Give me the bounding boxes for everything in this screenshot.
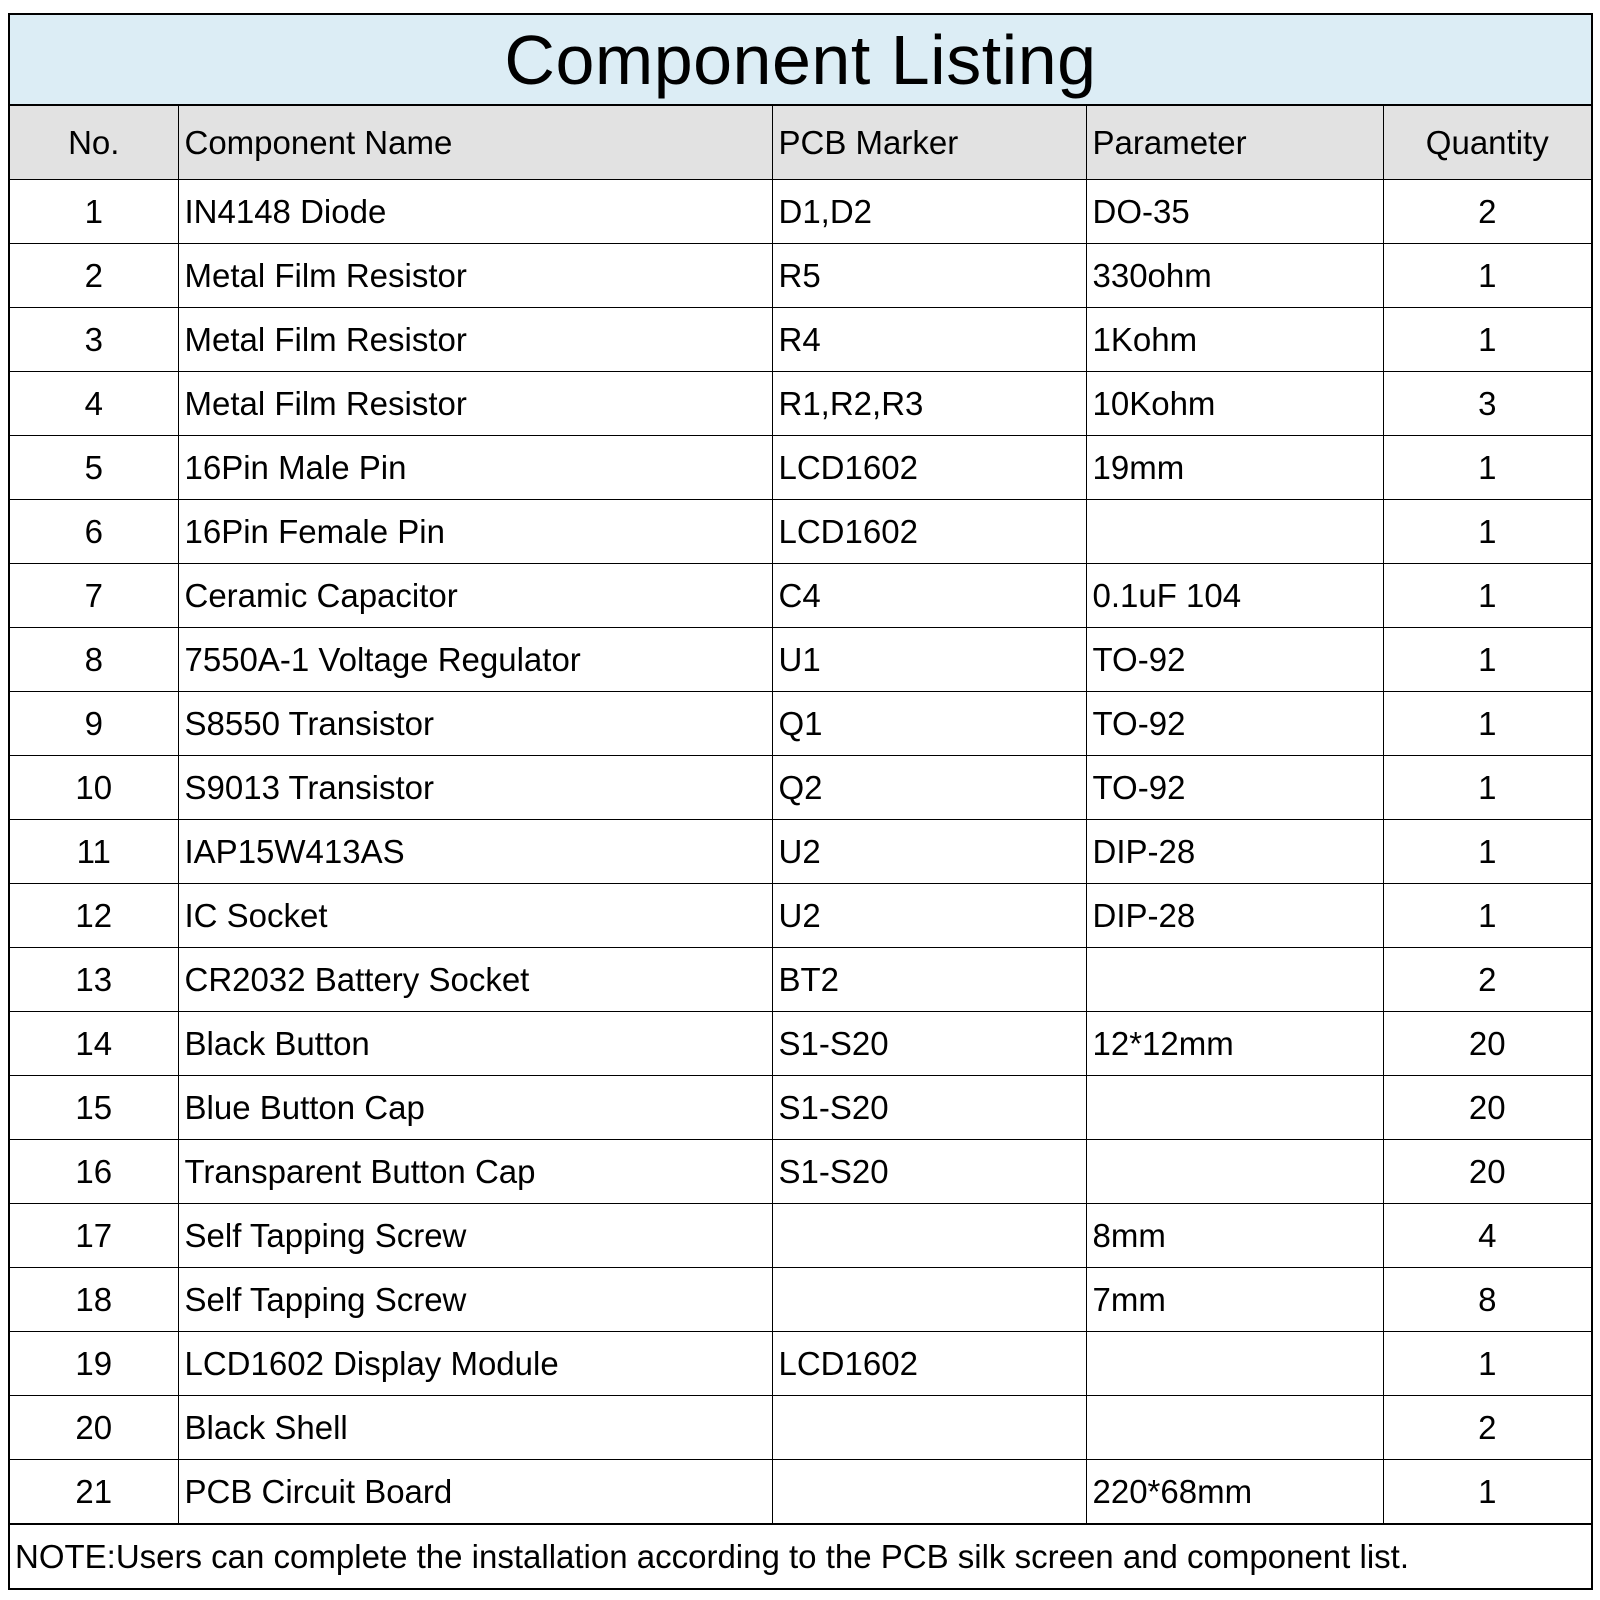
- cell-quantity: 1: [1383, 756, 1591, 820]
- cell-quantity: 2: [1383, 948, 1591, 1012]
- table-row: [10, 1204, 1591, 1268]
- cell-pcb-marker: U2: [772, 820, 1086, 884]
- cell-no: 9: [10, 692, 178, 756]
- cell-no: 17: [10, 1204, 178, 1268]
- cell-parameter: [1086, 1396, 1383, 1460]
- table-row: [10, 564, 1591, 628]
- cell-no: 11: [10, 820, 178, 884]
- cell-pcb-marker: Q1: [772, 692, 1086, 756]
- cell-quantity: 1: [1383, 884, 1591, 948]
- cell-parameter: [1086, 1076, 1383, 1140]
- cell-no: 2: [10, 244, 178, 308]
- cell-parameter: 8mm: [1086, 1204, 1383, 1268]
- header-quantity: Quantity: [1383, 106, 1591, 180]
- cell-parameter: 12*12mm: [1086, 1012, 1383, 1076]
- cell-pcb-marker: U1: [772, 628, 1086, 692]
- table-row: [10, 692, 1591, 756]
- cell-pcb-marker: LCD1602: [772, 436, 1086, 500]
- cell-no: 1: [10, 180, 178, 244]
- table-header-row: [10, 106, 1591, 180]
- cell-parameter: 7mm: [1086, 1268, 1383, 1332]
- cell-pcb-marker: R5: [772, 244, 1086, 308]
- cell-parameter: 220*68mm: [1086, 1460, 1383, 1524]
- cell-quantity: 1: [1383, 628, 1591, 692]
- cell-pcb-marker: S1-S20: [772, 1012, 1086, 1076]
- cell-quantity: 1: [1383, 692, 1591, 756]
- cell-quantity: 1: [1383, 244, 1591, 308]
- table-row: [10, 756, 1591, 820]
- cell-pcb-marker: [772, 1396, 1086, 1460]
- cell-parameter: [1086, 1140, 1383, 1204]
- cell-quantity: 1: [1383, 1332, 1591, 1396]
- cell-quantity: 20: [1383, 1076, 1591, 1140]
- cell-parameter: 19mm: [1086, 436, 1383, 500]
- cell-no: 14: [10, 1012, 178, 1076]
- table-body: [10, 180, 1591, 1524]
- cell-quantity: 2: [1383, 180, 1591, 244]
- cell-component-name: IAP15W413AS: [178, 820, 772, 884]
- cell-pcb-marker: S1-S20: [772, 1140, 1086, 1204]
- cell-component-name: CR2032 Battery Socket: [178, 948, 772, 1012]
- cell-parameter: 1Kohm: [1086, 308, 1383, 372]
- cell-pcb-marker: U2: [772, 884, 1086, 948]
- cell-parameter: [1086, 1332, 1383, 1396]
- cell-no: 18: [10, 1268, 178, 1332]
- cell-no: 19: [10, 1332, 178, 1396]
- cell-quantity: 1: [1383, 564, 1591, 628]
- cell-no: 8: [10, 628, 178, 692]
- table-row: [10, 1012, 1591, 1076]
- table-row: [10, 436, 1591, 500]
- cell-component-name: S9013 Transistor: [178, 756, 772, 820]
- cell-pcb-marker: S1-S20: [772, 1076, 1086, 1140]
- cell-quantity: 20: [1383, 1140, 1591, 1204]
- table-row: [10, 1396, 1591, 1460]
- cell-no: 6: [10, 500, 178, 564]
- cell-quantity: 1: [1383, 820, 1591, 884]
- cell-pcb-marker: D1,D2: [772, 180, 1086, 244]
- table-row: [10, 884, 1591, 948]
- cell-quantity: 1: [1383, 500, 1591, 564]
- cell-no: 13: [10, 948, 178, 1012]
- header-component-name: Component Name: [178, 106, 772, 180]
- cell-parameter: [1086, 948, 1383, 1012]
- cell-quantity: 1: [1383, 436, 1591, 500]
- cell-component-name: Self Tapping Screw: [178, 1204, 772, 1268]
- cell-pcb-marker: Q2: [772, 756, 1086, 820]
- cell-no: 21: [10, 1460, 178, 1524]
- cell-parameter: TO-92: [1086, 756, 1383, 820]
- table-row: [10, 244, 1591, 308]
- cell-pcb-marker: BT2: [772, 948, 1086, 1012]
- cell-component-name: Transparent Button Cap: [178, 1140, 772, 1204]
- cell-component-name: IC Socket: [178, 884, 772, 948]
- table-row: [10, 180, 1591, 244]
- cell-parameter: DO-35: [1086, 180, 1383, 244]
- cell-quantity: 3: [1383, 372, 1591, 436]
- cell-pcb-marker: [772, 1460, 1086, 1524]
- cell-parameter: TO-92: [1086, 628, 1383, 692]
- cell-parameter: [1086, 500, 1383, 564]
- cell-component-name: PCB Circuit Board: [178, 1460, 772, 1524]
- cell-no: 16: [10, 1140, 178, 1204]
- header-no: No.: [10, 106, 178, 180]
- cell-component-name: Metal Film Resistor: [178, 244, 772, 308]
- cell-no: 12: [10, 884, 178, 948]
- cell-component-name: Black Shell: [178, 1396, 772, 1460]
- cell-parameter: DIP-28: [1086, 820, 1383, 884]
- cell-component-name: Blue Button Cap: [178, 1076, 772, 1140]
- cell-component-name: Black Button: [178, 1012, 772, 1076]
- table-row: [10, 500, 1591, 564]
- table-row: [10, 628, 1591, 692]
- cell-component-name: 16Pin Male Pin: [178, 436, 772, 500]
- cell-no: 10: [10, 756, 178, 820]
- cell-no: 15: [10, 1076, 178, 1140]
- cell-pcb-marker: [772, 1204, 1086, 1268]
- cell-pcb-marker: LCD1602: [772, 1332, 1086, 1396]
- table-row: [10, 372, 1591, 436]
- table-row: [10, 1076, 1591, 1140]
- cell-quantity: 4: [1383, 1204, 1591, 1268]
- table-row: [10, 1268, 1591, 1332]
- cell-pcb-marker: LCD1602: [772, 500, 1086, 564]
- cell-parameter: 330ohm: [1086, 244, 1383, 308]
- header-pcb-marker: PCB Marker: [772, 106, 1086, 180]
- cell-parameter: 10Kohm: [1086, 372, 1383, 436]
- cell-component-name: S8550 Transistor: [178, 692, 772, 756]
- cell-component-name: Self Tapping Screw: [178, 1268, 772, 1332]
- cell-quantity: 20: [1383, 1012, 1591, 1076]
- cell-no: 7: [10, 564, 178, 628]
- cell-component-name: Ceramic Capacitor: [178, 564, 772, 628]
- table-row: [10, 1332, 1591, 1396]
- table-row: [10, 1460, 1591, 1524]
- cell-quantity: 2: [1383, 1396, 1591, 1460]
- component-table: [10, 106, 1591, 1524]
- cell-component-name: Metal Film Resistor: [178, 372, 772, 436]
- cell-pcb-marker: C4: [772, 564, 1086, 628]
- cell-parameter: 0.1uF 104: [1086, 564, 1383, 628]
- cell-parameter: DIP-28: [1086, 884, 1383, 948]
- cell-component-name: 7550A-1 Voltage Regulator: [178, 628, 772, 692]
- cell-quantity: 8: [1383, 1268, 1591, 1332]
- cell-component-name: Metal Film Resistor: [178, 308, 772, 372]
- page-title: Component Listing: [10, 15, 1591, 106]
- cell-quantity: 1: [1383, 308, 1591, 372]
- cell-parameter: TO-92: [1086, 692, 1383, 756]
- table-row: [10, 1140, 1591, 1204]
- cell-component-name: 16Pin Female Pin: [178, 500, 772, 564]
- cell-no: 3: [10, 308, 178, 372]
- installation-note: NOTE:Users can complete the installation according to the PCB silk screen and component list.: [10, 1524, 1591, 1588]
- cell-pcb-marker: R1,R2,R3: [772, 372, 1086, 436]
- header-parameter: Parameter: [1086, 106, 1383, 180]
- table-row: [10, 948, 1591, 1012]
- component-listing-document: [8, 13, 1593, 1590]
- cell-no: 20: [10, 1396, 178, 1460]
- cell-quantity: 1: [1383, 1460, 1591, 1524]
- table-row: [10, 820, 1591, 884]
- cell-pcb-marker: [772, 1268, 1086, 1332]
- cell-pcb-marker: R4: [772, 308, 1086, 372]
- cell-component-name: IN4148 Diode: [178, 180, 772, 244]
- table-row: [10, 308, 1591, 372]
- cell-component-name: LCD1602 Display Module: [178, 1332, 772, 1396]
- cell-no: 5: [10, 436, 178, 500]
- cell-no: 4: [10, 372, 178, 436]
